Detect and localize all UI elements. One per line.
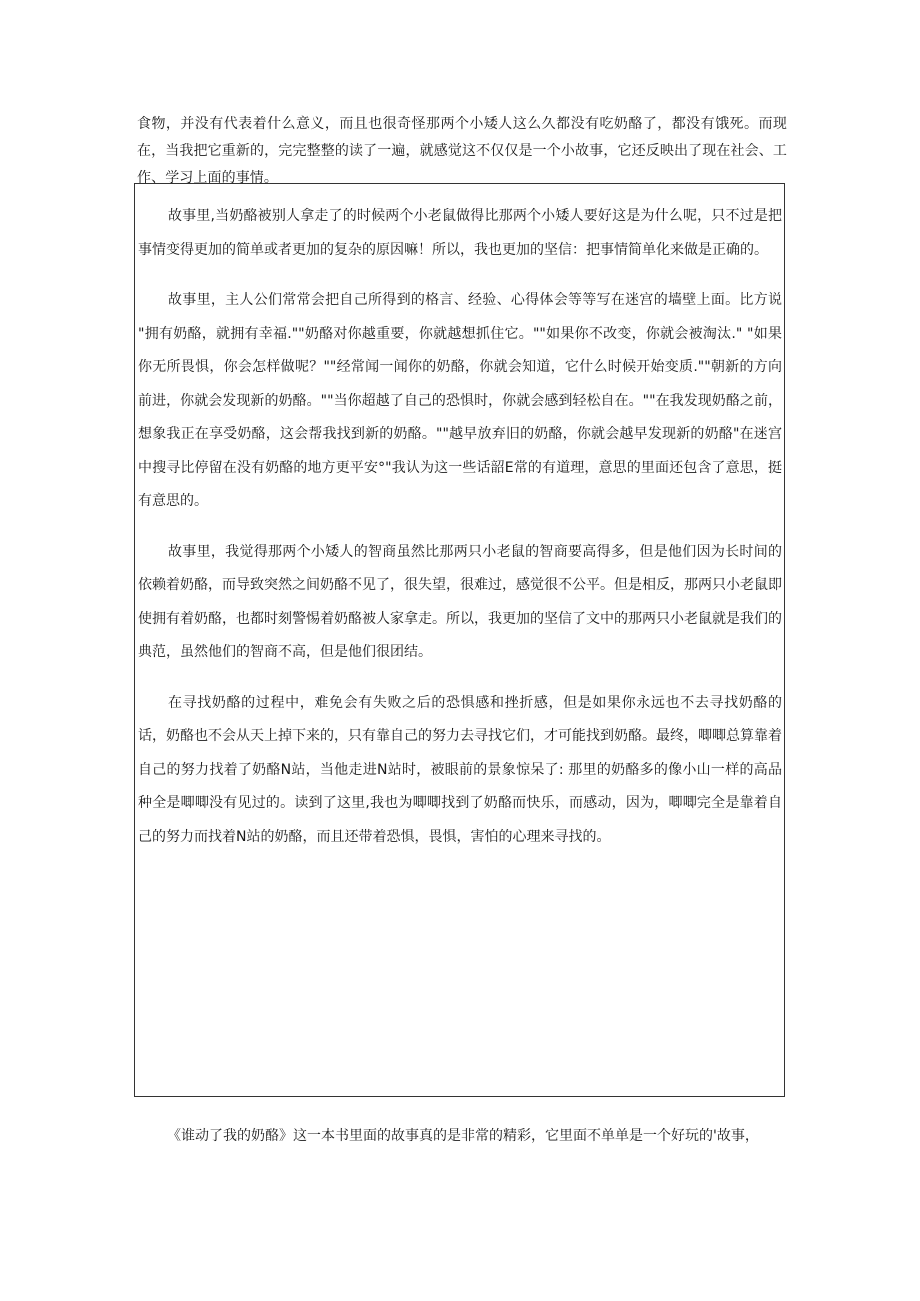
paragraph-spacer xyxy=(135,267,784,284)
bordered-text-box xyxy=(134,183,785,1097)
boxed-paragraph-1: 故事里,当奶酪被别人拿走了的时候两个小老鼠做得比那两个小矮人要好这是为什么呢，只不过是把事情变得更加的简单或者更加的复杂的原因嘛！所以，我也更加的坚信：把事情简单化来做是正确的。 xyxy=(138,208,782,258)
paragraph-spacer xyxy=(135,519,784,536)
boxed-paragraph-3: 故事里，我觉得那两个小矮人的智商虽然比那两只小老鼠的智商要高得多，但是他们因为长时间的依赖着奶酪，而导致突然之间奶酪不见了，很失望，很难过，感觉很不公平。但是相反，那两只小老鼠即使拥有着奶酪，也都时刻警惕着奶酪被人家拿走。所以，我更加的坚信了文中的那两只小老鼠就是我们的典范，虽然他们的智商不高，但是他们很团结。 xyxy=(138,543,782,660)
boxed-paragraph-2: 故事里，主人公们常常会把自己所得到的格言、经验、心得体会等等写在迷宫的墙壁上面。比方说 "拥有奶酪，就拥有幸福.""奶酪对你越重要，你就越想抓住它。""如果你不改变，你就会被淘汰." "如果你无所畏惧，你会怎样做呢？""经常闻一闻你的奶酪，你就会知道，它什么时候开始变质.""朝新的方向前进，你就会发现新的奶酪。""当你超越了自己的恐惧时，你就会感到轻松自在。""在我发现奶酪之前，想象我正在享受奶酪，这会帮我找到新的奶酪。""越早放弃旧的奶酪，你就会越早发现新的奶酪"在迷宫中搜寻比停留在没有奶酪的地方更平安°"我认为这一些话韶E常的有道理，意思的里面还包含了意思，挺有意思的。 xyxy=(138,292,782,509)
intro-paragraph: 食物，并没有代表着什么意义，而且也很奇怪那两个小矮人这么久都没有吃奶酪了，都没有饿死。而现在，当我把它重新的，完完整整的读了一遍，就感觉这不仅仅是一个小故事，它还反映出了现在社会、工作、学习上面的事情。 xyxy=(137,116,787,186)
outro-paragraph: 《谁动了我的奶酪》这一本书里面的故事真的是非常的精彩，它里面不单单是一个好玩的'故事， xyxy=(167,1128,759,1144)
boxed-paragraph-4: 在寻找奶酪的过程中，难免会有失败之后的恐惧感和挫折感，但是如果你永远也不去寻找奶酪的话，奶酪也不会从天上掉下来的，只有靠自己的努力去寻找它们，才可能找到奶酪。最终，唧唧总算靠着自己的努力找着了奶酪N站，当他走进N站时，被眼前的景象惊呆了: 那里的奶酪多的像小山一样的高品种全是唧唧没有见过的。读到了这里,我也为唧唧找到了奶酪而快乐，而感动，因为，唧唧完全是靠着自己的努力而找着N站的奶酪，而且还带着恐惧，畏惧，害怕的心理来寻找的。 xyxy=(138,694,782,845)
paragraph-spacer xyxy=(135,670,784,687)
